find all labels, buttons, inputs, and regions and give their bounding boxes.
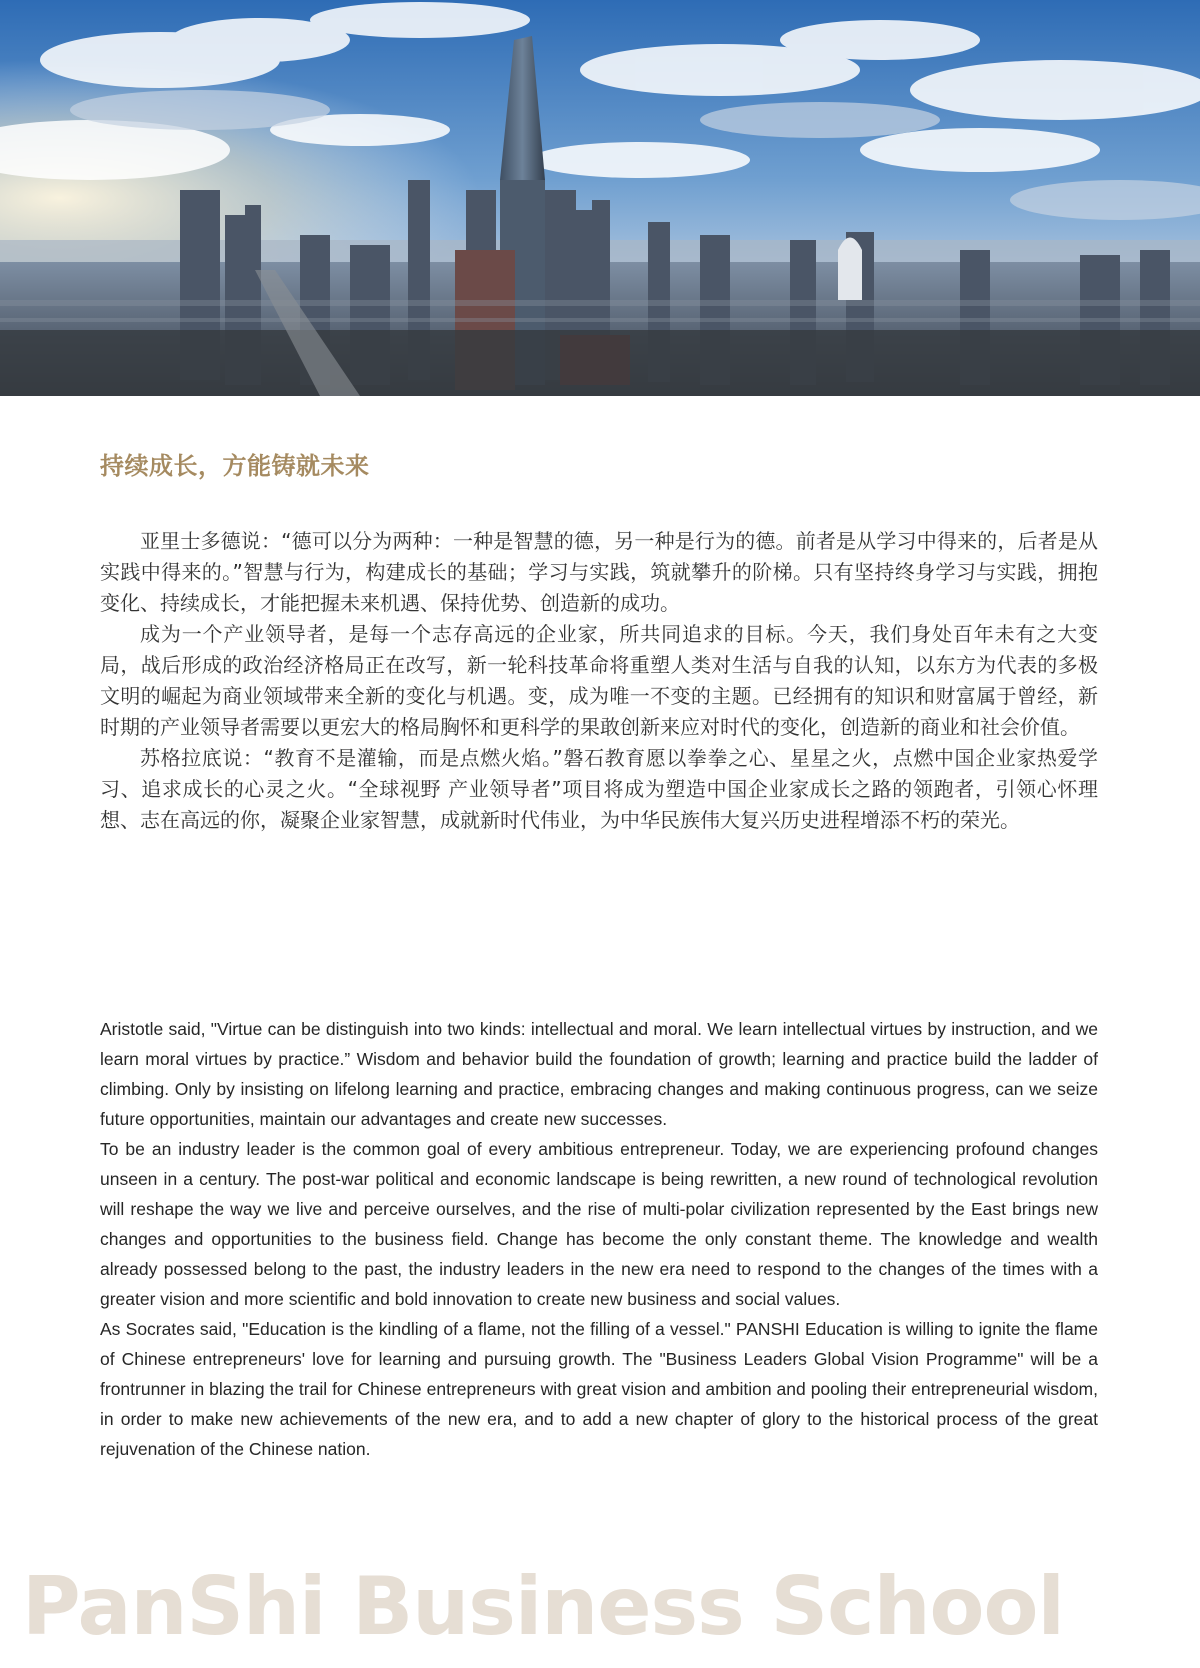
english-paragraph: Aristotle said, "Virtue can be distinguish into two kinds: intellectual and moral. We learn intellectual virtues by instruction, and we learn moral virtues by practice.” Wisdom and behavior build the foundation of growth; learning and practice build the ladder of climbing. Only by insisting on lifelong learning and practice, embracing changes and making continuous progress, can we seize future opportunities, maintain our advantages and create new successes. xyxy=(100,1019,1098,1129)
page-heading: 持续成长，方能铸就未来 xyxy=(100,452,370,480)
chinese-paragraph: 苏格拉底说：“教育不是灌输，而是点燃火焰。”磐石教育愿以拳拳之心、星星之火，点燃中国企业家热爱学习、追求成长的心灵之火。“全球视野 产业领导者”项目将成为塑造中国企业家成长之路的领跑者，引领心怀理想、志在高远的你，凝聚企业家智慧，成就新时代伟业，为中华民族伟大复兴历史进程增添不朽的荣光。 xyxy=(100,746,1098,832)
city-skyline-icon xyxy=(0,0,1200,396)
chinese-paragraph: 亚里士多德说：“德可以分为两种：一种是智慧的德，另一种是行为的德。前者是从学习中得来的，后者是从实践中得来的。”智慧与行为，构建成长的基础；学习与实践，筑就攀升的阶梯。只有坚持终身学习与实践，拥抱变化、持续成长，才能把握未来机遇、保持优势、创造新的成功。 xyxy=(100,529,1098,615)
footer-school-name: PanShi Business School xyxy=(22,1560,1064,1653)
english-paragraph: As Socrates said, "Education is the kindling of a flame, not the filling of a vessel." PANSHI Education is willing to ignite the flame of Chinese entrepreneurs' love for learning and pursuing growth. The "Business Leaders Global Vision Programme" will be a frontrunner in blazing the trail for Chinese entrepreneurs with great vision and ambition and pooling their entrepreneurial wisdom, in order to make new achievements of the new era, and to add a new chapter of glory to the historical process of the great rejuvenation of the Chinese nation. xyxy=(100,1319,1098,1459)
english-paragraph: To be an industry leader is the common goal of every ambitious entrepreneur. Today, we are experiencing profound changes unseen in a century. The post-war political and economic landscape is being rewritten, a new round of technological revolution will reshape the way we live and perceive ourselves, and the rise of multi-polar civilization represented by the East brings new changes and opportunities to the business field. Change has become the only constant theme. The knowledge and wealth already possessed belong to the past, the industry leaders in the new era need to respond to the changes of the times with a greater vision and more scientific and bold innovation to create new business and social values. xyxy=(100,1139,1098,1309)
english-body xyxy=(100,1014,1098,1464)
chinese-paragraph: 成为一个产业领导者，是每一个志存高远的企业家，所共同追求的目标。今天，我们身处百年未有之大变局，战后形成的政治经济格局正在改写，新一轮科技革命将重塑人类对生活与自我的认知，以东方为代表的多极文明的崛起为商业领域带来全新的变化与机遇。变，成为唯一不变的主题。已经拥有的知识和财富属于曾经，新时期的产业领导者需要以更宏大的格局胸怀和更科学的果敢创新来应对时代的变化，创造新的商业和社会价值。 xyxy=(100,622,1098,739)
city-skyline-photo xyxy=(0,0,1200,396)
chinese-body xyxy=(100,526,1098,836)
